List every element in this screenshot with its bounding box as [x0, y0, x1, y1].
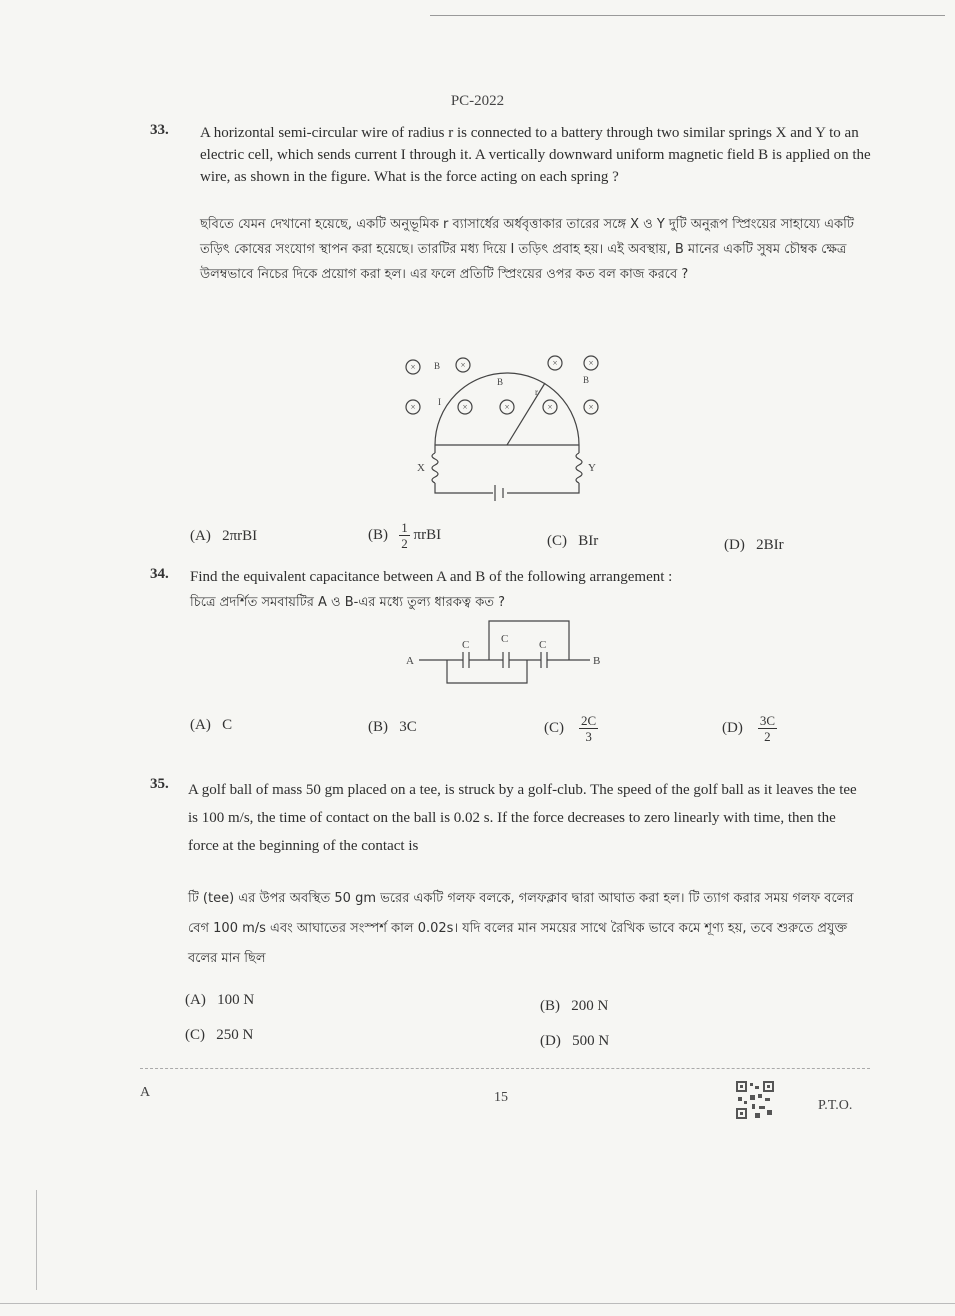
q34-text-bn: চিত্রে প্রদর্শিত সমবায়টির A ও B-এর মধ্যে তুল্য ধারকত্ব কত ? — [190, 595, 506, 610]
q34-number: 34. — [150, 566, 169, 582]
q34-option-b[interactable]: (B) 3C — [368, 719, 417, 735]
svg-text:×: × — [410, 362, 416, 372]
q35-option-a[interactable]: (A) 100 N — [185, 992, 255, 1008]
spring-x — [432, 453, 438, 483]
fig-label-A: A — [406, 655, 414, 667]
svg-text:×: × — [504, 402, 510, 412]
q35-text-bn: টি (tee) এর উপর অবস্থিত 50 gm ভরের একটি গলফ বলকে, গলফক্লাব দ্বারা আঘাত করা হল। টি ত্যাগ করার সময় গলফ বলের বেগ 100 m/s এবং আঘাতের সংস্পর্শ কাল 0.02s। যদি বলের মান সময়ের সাথে রৈখিক ভাবে কমে শূণ্য হয়, তবে শুরুতে প্রযুক্ত বলের মান ছিল — [188, 891, 854, 966]
q34-option-a[interactable]: (A) C — [190, 717, 233, 733]
q34-option-c[interactable]: (C) $\frac{2C}{3}$ — [544, 713, 597, 744]
svg-text:×: × — [552, 358, 558, 368]
fig-label-I: I — [438, 397, 441, 407]
svg-text:×: × — [410, 402, 416, 412]
q34-option-d[interactable]: (D) $\frac{3C}{2}$ — [722, 713, 775, 744]
qr-code-icon — [735, 1080, 775, 1120]
please-turn-over: P.T.O. — [818, 1098, 853, 1113]
q33-option-d[interactable]: (D) 2BIr — [724, 537, 784, 553]
fig-label-B1: B — [434, 361, 441, 371]
footer-rule — [140, 1068, 870, 1069]
q33-number: 33. — [150, 122, 169, 138]
q33-option-c[interactable]: (C) BIr — [547, 533, 599, 549]
fig-label-r: r — [535, 387, 538, 397]
q33-text-en: A horizontal semi-circular wire of radius r is connected to a battery through two similar springs X and Y to an electric cell, which sends current I through it. A vertically downward uniform magnetic field B is applied on the wire, as shown in the figure. What is the force acting on each spring ? — [200, 125, 871, 185]
paper-code-header: PC-2022 — [450, 93, 505, 109]
q35-option-c[interactable]: (C) 250 N — [185, 1027, 254, 1043]
svg-text:×: × — [547, 402, 553, 412]
q35-text-en: A golf ball of mass 50 gm placed on a tee, is struck by a golf-club. The speed of the golf ball as it leaves the tee is 100 m/s, the time of contact on the ball is 0.02 s. If the force decreases to zero linearly with time, then the force at the beginning of the contact is — [188, 782, 857, 854]
q33-option-b[interactable]: (B) $\frac{1}{2}$ πrBI — [368, 520, 442, 551]
page-number: 15 — [494, 1090, 508, 1105]
fig-label-X: X — [417, 462, 425, 474]
svg-text:×: × — [460, 360, 466, 370]
fig-label-Y: Y — [588, 462, 596, 474]
q34-capacitor-figure — [405, 615, 605, 690]
fig-label-B: B — [593, 655, 601, 667]
spring-y — [576, 453, 582, 483]
fig-label-B3: B — [583, 375, 590, 385]
fig-label-C2: C — [501, 633, 509, 645]
q33-circuit-figure — [395, 345, 620, 505]
q35-option-d[interactable]: (D) 500 N — [540, 1033, 610, 1049]
svg-text:×: × — [588, 358, 594, 368]
radius-line — [507, 383, 545, 445]
left-scan-mark — [36, 1190, 37, 1290]
fig-label-B2: B — [497, 377, 504, 387]
q35-option-b[interactable]: (B) 200 N — [540, 998, 609, 1014]
q33-option-a[interactable]: (A) 2πrBI — [190, 528, 258, 544]
lower-wire — [447, 660, 527, 683]
fig-label-C1: C — [462, 639, 470, 651]
q35-number: 35. — [150, 776, 169, 792]
footer-set-letter: A — [140, 1085, 151, 1100]
top-rule — [430, 15, 945, 16]
svg-text:×: × — [462, 402, 468, 412]
q33-text-bn: ছবিতে যেমন দেখানো হয়েছে, একটি অনুভূমিক r ব্যাসার্ধের অর্ধবৃত্তাকার তারের সঙ্গে X ও Y দুটি অনুরূপ স্প্রিংয়ের সাহায্যে একটি তড়িৎ কোষের সংযোগ স্থাপন করা হয়েছে। তারটির মধ্য দিয়ে I তড়িৎ প্রবাহ হয়। এই অবস্থায়, B মানের একটি সুষম চৌম্বক ক্ষেত্র উলম্বভাবে নিচের দিকে প্রয়োগ করা হল। এর ফলে প্রতিটি স্প্রিংয়ের ওপর কত বল কাজ করবে ? — [200, 217, 854, 282]
q34-text-en: Find the equivalent capacitance between A and B of the following arrangement : — [190, 569, 673, 585]
bottom-rule — [0, 1303, 955, 1304]
fig-label-C3: C — [539, 639, 547, 651]
svg-text:×: × — [588, 402, 594, 412]
